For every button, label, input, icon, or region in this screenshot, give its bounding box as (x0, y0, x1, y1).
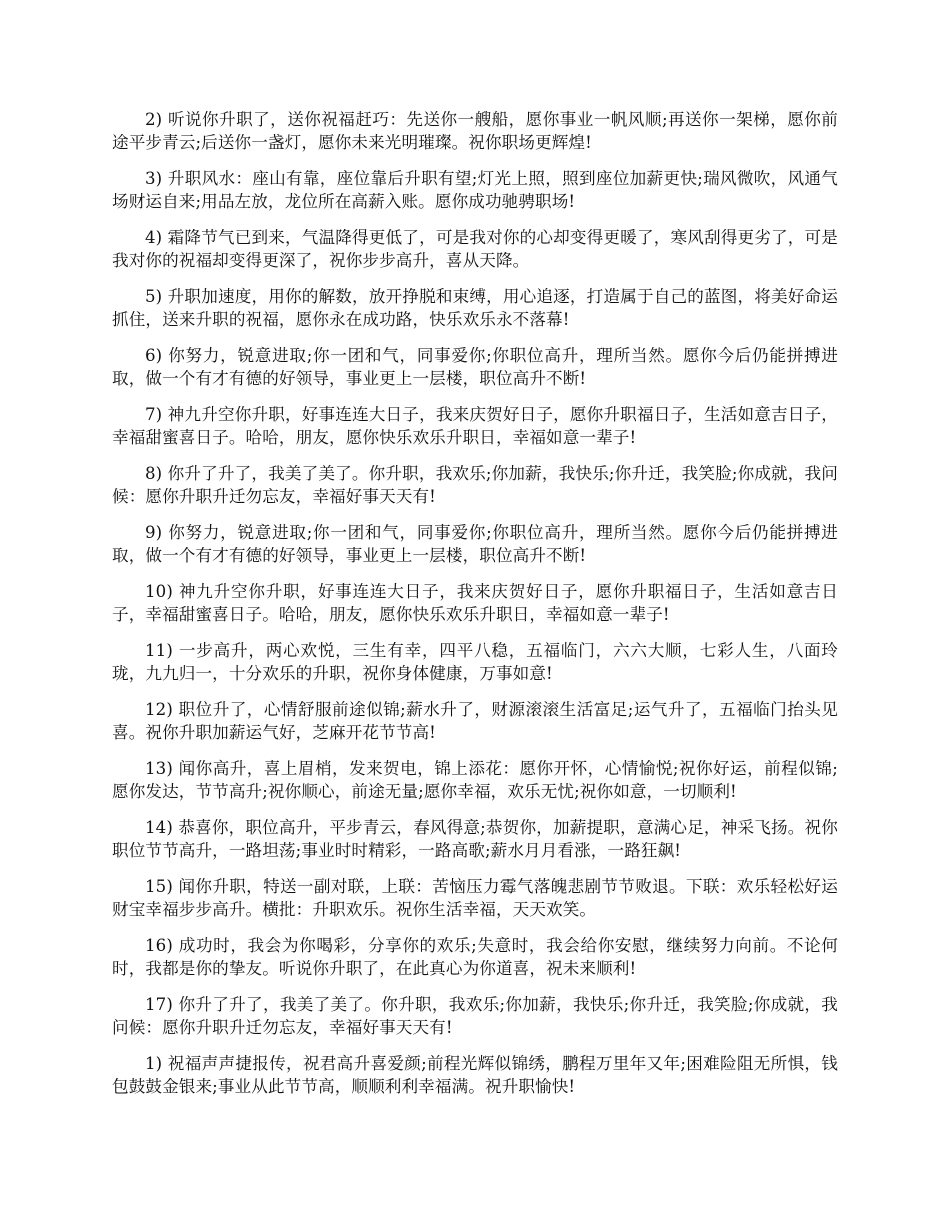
paragraph-7: 7) 神九升空你升职，好事连连大日子，我来庆贺好日子，愿你升职福日子，生活如意吉日子，幸福甜蜜喜日子。哈哈，朋友，愿你快乐欢乐升职日，幸福如意一辈子! (112, 405, 838, 447)
paragraph-4: 4) 霜降节气已到来，气温降得更低了，可是我对你的心却变得更暖了，寒风刮得更劣了，可是我对你的祝福却变得更深了，祝你步步高升，喜从天降。 (112, 228, 838, 270)
paragraph-12: 12) 职位升了，心情舒服前途似锦;薪水升了，财源滚滚生活富足;运气升了，五福临门抬头见喜。祝你升职加薪运气好，芝麻开花节节高! (112, 700, 838, 742)
paragraph-1: 1) 祝福声声捷报传，祝君高升喜爱颜;前程光辉似锦绣，鹏程万里年又年;困难险阻无所惧，钱包鼓鼓金银来;事业从此节节高，顺顺利利幸福满。祝升职愉快! (112, 1054, 838, 1096)
paragraph-9: 9) 你努力，锐意进取;你一团和气，同事爱你;你职位高升，理所当然。愿你今后仍能拼搏进取，做一个有才有德的好领导，事业更上一层楼，职位高升不断! (112, 523, 838, 565)
paragraph-6: 6) 你努力，锐意进取;你一团和气，同事爱你;你职位高升，理所当然。愿你今后仍能拼搏进取，做一个有才有德的好领导，事业更上一层楼，职位高升不断! (112, 346, 838, 388)
paragraph-15: 15) 闻你升职，特送一副对联，上联：苦恼压力霉气落魄悲剧节节败退。下联：欢乐轻松好运财宝幸福步步高升。横批：升职欢乐。祝你生活幸福，天天欢笑。 (112, 877, 838, 919)
paragraph-13: 13) 闻你高升，喜上眉梢，发来贺电，锦上添花：愿你开怀，心情愉悦;祝你好运，前程似锦;愿你发达，节节高升;祝你顺心，前途无量;愿你幸福，欢乐无忧;祝你如意，一切顺利! (112, 759, 838, 801)
paragraph-14: 14) 恭喜你，职位高升，平步青云，春风得意;恭贺你，加薪提职，意满心足，神采飞扬。祝你职位节节高升，一路坦荡;事业时时精彩，一路高歌;薪水月月看涨，一路狂飙! (112, 818, 838, 860)
paragraph-2: 2) 听说你升职了，送你祝福赶巧：先送你一艘船，愿你事业一帆风顺;再送你一架梯，愿你前途平步青云;后送你一盏灯，愿你未来光明璀璨。祝你职场更辉煌! (112, 110, 838, 152)
paragraph-8: 8) 你升了升了，我美了美了。你升职，我欢乐;你加薪，我快乐;你升迁，我笑脸;你成就，我问候：愿你升职升迁勿忘友，幸福好事天天有! (112, 464, 838, 506)
paragraph-5: 5) 升职加速度，用你的解数，放开挣脱和束缚，用心追逐，打造属于自己的蓝图，将美好命运抓住，送来升职的祝福，愿你永在成功路，快乐欢乐永不落幕! (112, 287, 838, 329)
paragraph-3: 3) 升职风水：座山有靠，座位靠后升职有望;灯光上照，照到座位加薪更快;瑞风微吹，风通气场财运自来;用品左放，龙位所在高薪入账。愿你成功驰骋职场! (112, 169, 838, 211)
paragraph-17: 17) 你升了升了，我美了美了。你升职，我欢乐;你加薪，我快乐;你升迁，我笑脸;你成就，我问候：愿你升职升迁勿忘友，幸福好事天天有! (112, 995, 838, 1037)
paragraph-16: 16) 成功时，我会为你喝彩，分享你的欢乐;失意时，我会给你安慰，继续努力向前。不论何时，我都是你的挚友。听说你升职了，在此真心为你道喜，祝未来顺利! (112, 936, 838, 978)
paragraph-11: 11) 一步高升，两心欢悦，三生有幸，四平八稳，五福临门，六六大顺，七彩人生，八面玲珑，九九归一，十分欢乐的升职，祝你身体健康，万事如意! (112, 641, 838, 683)
document-body (112, 108, 838, 1111)
paragraph-10: 10) 神九升空你升职，好事连连大日子，我来庆贺好日子，愿你升职福日子，生活如意吉日子，幸福甜蜜喜日子。哈哈，朋友，愿你快乐欢乐升职日，幸福如意一辈子! (112, 582, 838, 624)
